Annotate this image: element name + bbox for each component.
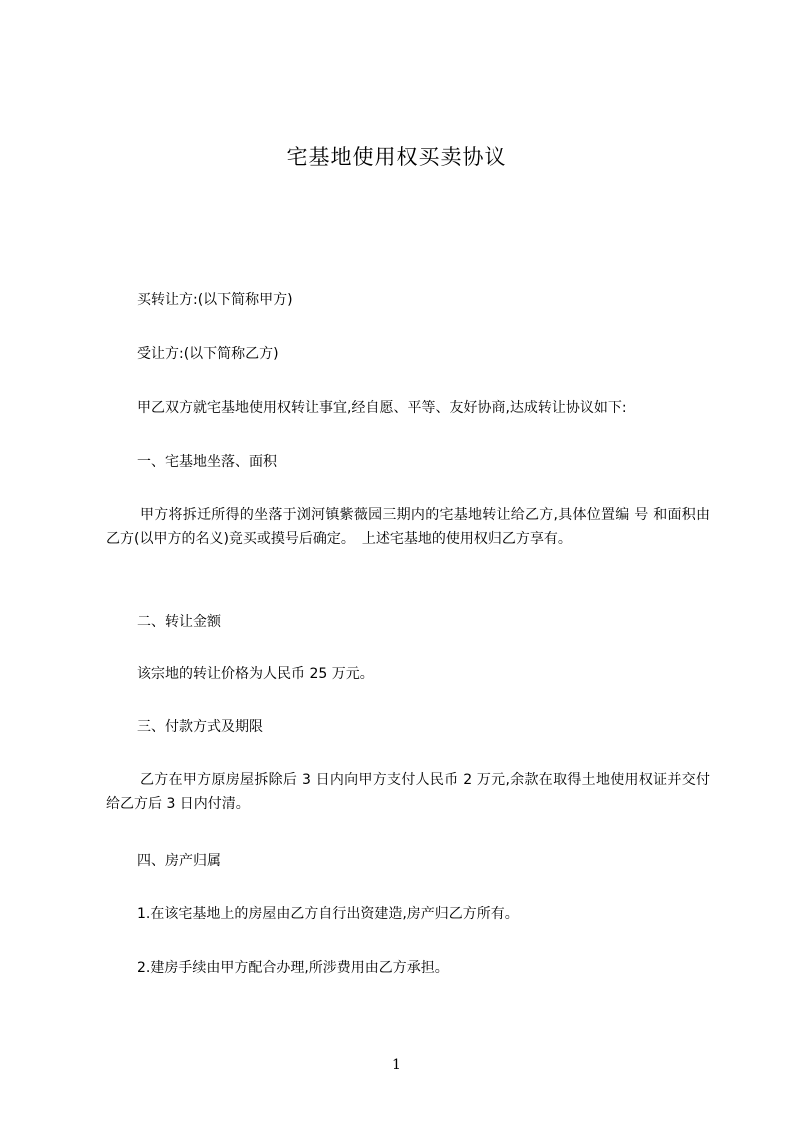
section3-body: 乙方在甲方原房屋拆除后 3 日内向甲方支付人民币 2 万元,余款在取得土地使用权证并交付给乙方后 3 日内付清。 bbox=[106, 772, 710, 812]
section1-heading: 一、宅基地坐落、面积 bbox=[137, 454, 277, 470]
section2-heading: 二、转让金额 bbox=[137, 614, 221, 630]
seller-line: 买转让方:(以下简称甲方) bbox=[137, 292, 293, 308]
section4-item-1: 1.在该宅基地上的房屋由乙方自行出资建造,房产归乙方所有。 bbox=[137, 906, 519, 922]
page-number: 1 bbox=[392, 1057, 401, 1073]
document-title: 宅基地使用权买卖协议 bbox=[286, 145, 507, 169]
section4-heading: 四、房产归属 bbox=[137, 853, 221, 869]
section1-body: 甲方将拆迁所得的坐落于浏河镇紫薇园三期内的宅基地转让给乙方,具体位置编 号 和面积由乙方(以甲方的名义)竞买或摸号后确定。 上述宅基地的使用权归乙方享有。 bbox=[106, 507, 710, 547]
intro-paragraph: 甲乙双方就宅基地使用权转让事宜,经自愿、平等、友好协商,达成转让协议如下: bbox=[137, 400, 627, 416]
section3-heading: 三、付款方式及期限 bbox=[137, 719, 263, 735]
section2-body: 该宗地的转让价格为人民币 25 万元。 bbox=[137, 666, 374, 682]
section4-item-2: 2.建房手续由甲方配合办理,所涉费用由乙方承担。 bbox=[137, 960, 449, 976]
buyer-line: 受让方:(以下简称乙方) bbox=[137, 346, 279, 362]
